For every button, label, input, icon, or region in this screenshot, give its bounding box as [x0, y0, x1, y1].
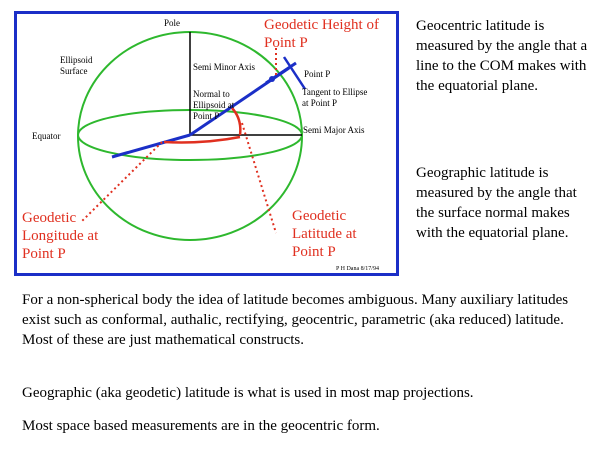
geodetic-longitude-label-2: Longitude at	[22, 228, 99, 244]
semi-minor-axis-label: Semi Minor Axis	[193, 62, 256, 72]
geodetic-height-label-1: Geodetic Height of	[264, 17, 379, 33]
pole-label: Pole	[164, 18, 181, 28]
normal-label-3: Point P	[193, 111, 220, 121]
tangent-label-2: at Point P	[302, 98, 338, 108]
body-paragraph-space-measurements: Most space based measurements are in the geocentric form.	[22, 418, 380, 434]
geographic-latitude-text: Geographic latitude is measured by the angle that the surface normal makes with the equatorial plane.	[416, 165, 577, 241]
geocentric-latitude-text: Geocentric latitude is measured by the angle that a line to the COM makes with the equatorial plane.	[416, 18, 588, 94]
normal-label-2: Ellipsoid at	[193, 100, 235, 110]
ellipsoid-surface-label-1: Ellipsoid	[60, 55, 93, 65]
body-paragraph-map-projections: Geographic (aka geodetic) latitude is what is used in most map projections.	[22, 385, 474, 401]
geodetic-latitude-label-2: Latitude at	[292, 226, 357, 242]
tangent-label-1: Tangent to Ellipse	[302, 87, 368, 97]
body-paragraph-auxiliary-latitudes: For a non-spherical body the idea of latitude becomes ambiguous. Many auxiliary latitudes exist such as conformal, authalic, rectifying, geocentric, parametric (aka reduced) latitude. Most of these are just mathematical constructs.	[22, 292, 569, 348]
geodetic-latitude-label-3: Point P	[292, 244, 336, 260]
ellipsoid-latitude-diagram	[14, 11, 399, 276]
geodetic-height-label-2: Point P	[264, 35, 308, 51]
ellipsoid-surface-label-2: Surface	[60, 66, 88, 76]
geodetic-longitude-label-3: Point P	[22, 246, 66, 262]
point-p-label: Point P	[304, 69, 331, 79]
point-p-marker	[269, 76, 275, 82]
equator-label: Equator	[32, 131, 61, 141]
normal-label-1: Normal to	[193, 89, 230, 99]
semi-major-axis-label: Semi Major Axis	[303, 125, 365, 135]
geodetic-latitude-label-1: Geodetic	[292, 208, 347, 224]
credit-label: P H Dana 8/17/94	[336, 266, 379, 272]
geodetic-longitude-label-1: Geodetic	[22, 210, 77, 226]
